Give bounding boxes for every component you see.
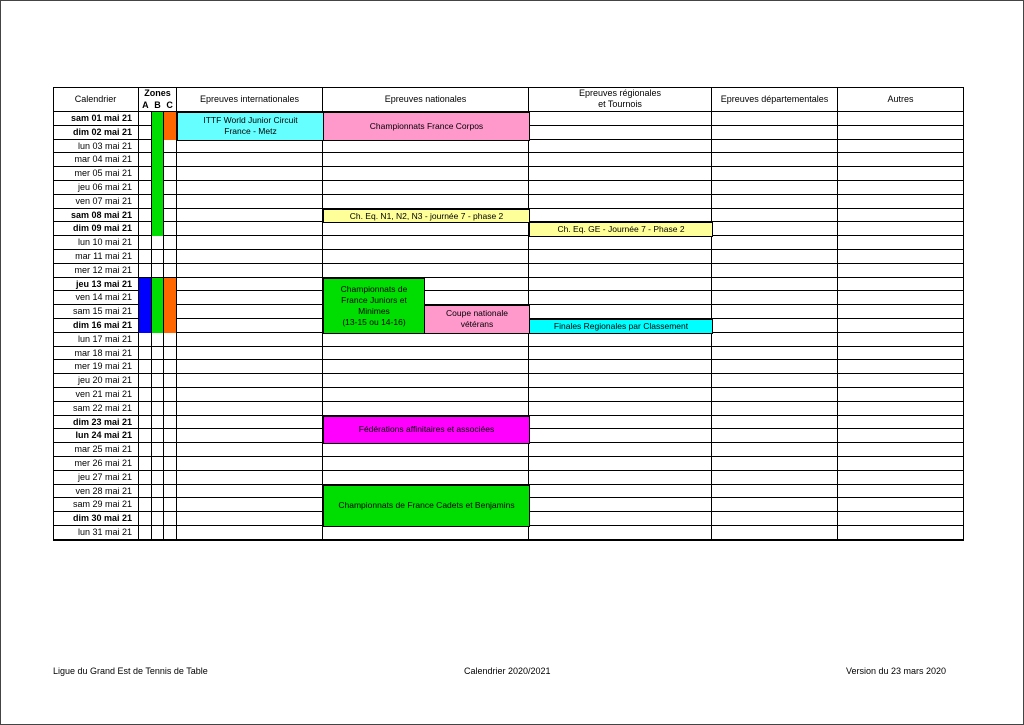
grid-cell-regionales — [529, 181, 712, 195]
grid-cell-regionales — [529, 512, 712, 526]
zone-a-mark — [139, 278, 152, 333]
grid-cell-internationales — [177, 209, 323, 223]
grid-cell-regionales — [529, 126, 712, 140]
grid-cell-za — [139, 416, 152, 430]
date-cell: mar 18 mai 21 — [53, 347, 139, 361]
grid-cell-internationales — [177, 388, 323, 402]
grid-cell-za — [139, 333, 152, 347]
ittf-event: ITTF World Junior Circuit France - Metz — [177, 112, 324, 141]
grid-cell-internationales — [177, 222, 323, 236]
grid-cell-regionales — [529, 140, 712, 154]
date-cell: mar 11 mai 21 — [53, 250, 139, 264]
grid-cell-autres — [838, 402, 964, 416]
grid-cell-nationales — [323, 167, 529, 181]
grid-cell-za — [139, 402, 152, 416]
grid-cell-regionales — [529, 153, 712, 167]
grid-cell-zb — [152, 498, 164, 512]
grid-cell-zb — [152, 264, 164, 278]
date-cell: lun 31 mai 21 — [53, 526, 139, 540]
date-cell: sam 01 mai 21 — [53, 112, 139, 126]
grid-cell-zc — [164, 167, 177, 181]
grid-cell-nationales — [323, 140, 529, 154]
grid-cell-departementales — [712, 291, 838, 305]
grid-cell-departementales — [712, 485, 838, 499]
footer-right: Version du 23 mars 2020 — [846, 666, 947, 676]
header-zone-b: B — [154, 100, 161, 110]
grid-cell-internationales — [177, 512, 323, 526]
date-cell: jeu 13 mai 21 — [53, 278, 139, 292]
grid-cell-zb — [152, 236, 164, 250]
grid-cell-departementales — [712, 402, 838, 416]
date-cell: dim 30 mai 21 — [53, 512, 139, 526]
grid-cell-autres — [838, 443, 964, 457]
grid-cell-za — [139, 471, 152, 485]
grid-cell-zc — [164, 485, 177, 499]
grid-cell-internationales — [177, 402, 323, 416]
grid-cell-internationales — [177, 319, 323, 333]
grid-cell-za — [139, 360, 152, 374]
grid-cell-autres — [838, 112, 964, 126]
grid-cell-autres — [838, 167, 964, 181]
grid-cell-regionales — [529, 264, 712, 278]
grid-cell-departementales — [712, 140, 838, 154]
grid-cell-zc — [164, 264, 177, 278]
date-cell: lun 10 mai 21 — [53, 236, 139, 250]
footer-left: Ligue du Grand Est de Tennis de Table — [53, 666, 208, 676]
header-autres: Autres — [838, 87, 964, 112]
grid-cell-nationales — [323, 333, 529, 347]
grid-cell-za — [139, 498, 152, 512]
grid-cell-internationales — [177, 443, 323, 457]
date-cell: lun 17 mai 21 — [53, 333, 139, 347]
zone-b-mark — [152, 112, 164, 236]
grid-cell-za — [139, 167, 152, 181]
grid-cell-internationales — [177, 195, 323, 209]
grid-cell-departementales — [712, 347, 838, 361]
zone-c-mark — [164, 278, 177, 333]
grid-cell-autres — [838, 388, 964, 402]
grid-cell-nationales — [323, 250, 529, 264]
grid-cell-autres — [838, 236, 964, 250]
grid-cell-nationales — [323, 236, 529, 250]
grid-cell-internationales — [177, 181, 323, 195]
grid-cell-autres — [838, 195, 964, 209]
grid-cell-internationales — [177, 457, 323, 471]
grid-cell-nationales — [323, 402, 529, 416]
grid-cell-za — [139, 457, 152, 471]
grid-cell-zb — [152, 360, 164, 374]
grid-cell-regionales — [529, 485, 712, 499]
grid-cell-zc — [164, 222, 177, 236]
grid-cell-autres — [838, 140, 964, 154]
grid-cell-internationales — [177, 485, 323, 499]
grid-cell-autres — [838, 360, 964, 374]
grid-cell-nationales — [323, 181, 529, 195]
date-cell: mer 12 mai 21 — [53, 264, 139, 278]
grid-cell-autres — [838, 209, 964, 223]
grid-cell-nationales — [323, 264, 529, 278]
grid-cell-zb — [152, 471, 164, 485]
header-regionales: Epreuves régionales et Tournois — [529, 87, 712, 112]
grid-cell-zc — [164, 140, 177, 154]
grid-cell-zc — [164, 416, 177, 430]
grid-cell-departementales — [712, 374, 838, 388]
grid-cell-za — [139, 250, 152, 264]
date-cell: sam 15 mai 21 — [53, 305, 139, 319]
grid-cell-nationales — [323, 526, 529, 540]
header-zones-label: Zones — [144, 88, 171, 98]
grid-cell-departementales — [712, 512, 838, 526]
grid-cell-zb — [152, 416, 164, 430]
grid-cell-zc — [164, 333, 177, 347]
grid-cell-regionales — [529, 167, 712, 181]
grid-cell-departementales — [712, 167, 838, 181]
grid-cell-za — [139, 388, 152, 402]
date-cell: lun 24 mai 21 — [53, 429, 139, 443]
grid-cell-regionales — [529, 374, 712, 388]
grid-cell-regionales — [529, 457, 712, 471]
grid-cell-zc — [164, 153, 177, 167]
grid-cell-autres — [838, 347, 964, 361]
grid-cell-internationales — [177, 471, 323, 485]
grid-cell-zc — [164, 360, 177, 374]
grid-cell-internationales — [177, 498, 323, 512]
grid-cell-regionales — [529, 526, 712, 540]
grid-cell-departementales — [712, 264, 838, 278]
grid-cell-zb — [152, 250, 164, 264]
grid-cell-za — [139, 443, 152, 457]
grid-cell-internationales — [177, 347, 323, 361]
grid-cell-za — [139, 485, 152, 499]
grid-cell-departementales — [712, 195, 838, 209]
header-calendrier: Calendrier — [53, 87, 139, 112]
ch-eq-n-event: Ch. Eq. N1, N2, N3 - journée 7 - phase 2 — [323, 209, 530, 224]
grid-cell-zc — [164, 374, 177, 388]
grid-cell-zc — [164, 347, 177, 361]
grid-cell-zc — [164, 236, 177, 250]
grid-cell-autres — [838, 512, 964, 526]
grid-cell-autres — [838, 457, 964, 471]
header-nationales: Epreuves nationales — [323, 87, 529, 112]
grid-cell-zc — [164, 402, 177, 416]
grid-cell-za — [139, 526, 152, 540]
header-zone-c: C — [166, 100, 173, 110]
veterans-event: Coupe nationale vétérans — [424, 305, 530, 334]
grid-cell-autres — [838, 333, 964, 347]
grid-cell-zb — [152, 485, 164, 499]
grid-cell-zb — [152, 333, 164, 347]
grid-cell-departementales — [712, 498, 838, 512]
grid-cell-departementales — [712, 181, 838, 195]
grid-cell-regionales — [529, 195, 712, 209]
grid-cell-departementales — [712, 236, 838, 250]
grid-cell-za — [139, 112, 152, 126]
finales-regionales-event: Finales Regionales par Classement — [529, 319, 713, 334]
grid-cell-internationales — [177, 236, 323, 250]
grid-cell-internationales — [177, 305, 323, 319]
date-cell: sam 08 mai 21 — [53, 209, 139, 223]
grid-cell-za — [139, 236, 152, 250]
date-cell: jeu 27 mai 21 — [53, 471, 139, 485]
grid-cell-internationales — [177, 291, 323, 305]
date-cell: dim 16 mai 21 — [53, 319, 139, 333]
grid-cell-zb — [152, 388, 164, 402]
date-cell: ven 07 mai 21 — [53, 195, 139, 209]
grid-cell-regionales — [529, 236, 712, 250]
grid-cell-autres — [838, 250, 964, 264]
date-cell: mer 19 mai 21 — [53, 360, 139, 374]
grid-cell-zb — [152, 443, 164, 457]
grid-cell-za — [139, 140, 152, 154]
grid-cell-zc — [164, 195, 177, 209]
grid-cell-departementales — [712, 126, 838, 140]
grid-cell-departementales — [712, 471, 838, 485]
date-cell: jeu 06 mai 21 — [53, 181, 139, 195]
grid-cell-zc — [164, 512, 177, 526]
grid-cell-zc — [164, 498, 177, 512]
grid-cell-departementales — [712, 416, 838, 430]
corpos-event: Championnats France Corpos — [323, 112, 530, 141]
header-zone-a: A — [142, 100, 149, 110]
grid-cell-zc — [164, 471, 177, 485]
grid-cell-internationales — [177, 167, 323, 181]
grid-cell-departementales — [712, 360, 838, 374]
grid-cell-departementales — [712, 305, 838, 319]
grid-cell-regionales — [529, 278, 712, 292]
grid-cell-departementales — [712, 443, 838, 457]
grid-cell-autres — [838, 291, 964, 305]
date-cell: ven 14 mai 21 — [53, 291, 139, 305]
date-cell: mar 25 mai 21 — [53, 443, 139, 457]
grid-cell-departementales — [712, 112, 838, 126]
grid-cell-internationales — [177, 250, 323, 264]
grid-cell-internationales — [177, 360, 323, 374]
date-cell: mar 04 mai 21 — [53, 153, 139, 167]
grid-cell-departementales — [712, 388, 838, 402]
grid-cell-za — [139, 195, 152, 209]
grid-cell-zb — [152, 429, 164, 443]
ch-eq-ge-event: Ch. Eq. GE - Journée 7 - Phase 2 — [529, 222, 713, 237]
calendar-table — [53, 87, 964, 541]
grid-cell-zb — [152, 526, 164, 540]
grid-cell-internationales — [177, 526, 323, 540]
juniors-minimes-event: Championnats de France Juniors et Minimes (13-15 ou 14-16) — [323, 278, 425, 334]
grid-cell-nationales — [323, 153, 529, 167]
grid-cell-zb — [152, 347, 164, 361]
grid-cell-internationales — [177, 416, 323, 430]
grid-cell-zb — [152, 512, 164, 526]
grid-cell-regionales — [529, 305, 712, 319]
date-cell: jeu 20 mai 21 — [53, 374, 139, 388]
grid-cell-nationales — [323, 471, 529, 485]
header-departementales: Epreuves départementales — [712, 87, 838, 112]
grid-cell-zb — [152, 457, 164, 471]
date-cell: ven 21 mai 21 — [53, 388, 139, 402]
grid-cell-regionales — [529, 209, 712, 223]
grid-cell-nationales — [323, 195, 529, 209]
grid-cell-za — [139, 264, 152, 278]
date-cell: dim 23 mai 21 — [53, 416, 139, 430]
date-cell: sam 29 mai 21 — [53, 498, 139, 512]
grid-cell-departementales — [712, 457, 838, 471]
grid-cell-autres — [838, 374, 964, 388]
header-internationales: Epreuves internationales — [177, 87, 323, 112]
grid-cell-nationales — [323, 457, 529, 471]
grid-cell-regionales — [529, 416, 712, 430]
zone-b-mark — [152, 278, 164, 333]
grid-cell-za — [139, 347, 152, 361]
grid-cell-departementales — [712, 250, 838, 264]
grid-cell-regionales — [529, 347, 712, 361]
grid-cell-regionales — [529, 498, 712, 512]
grid-cell-autres — [838, 126, 964, 140]
grid-cell-autres — [838, 264, 964, 278]
grid-cell-regionales — [529, 388, 712, 402]
grid-cell-nationales — [323, 388, 529, 402]
zone-c-mark — [164, 112, 177, 140]
grid-cell-regionales — [529, 112, 712, 126]
grid-cell-internationales — [177, 153, 323, 167]
grid-cell-za — [139, 126, 152, 140]
grid-cell-nationales — [323, 222, 529, 236]
grid-cell-zc — [164, 209, 177, 223]
grid-cell-departementales — [712, 153, 838, 167]
grid-cell-nationales — [323, 360, 529, 374]
grid-cell-internationales — [177, 429, 323, 443]
grid-cell-nationales — [323, 374, 529, 388]
grid-cell-za — [139, 429, 152, 443]
grid-cell-zb — [152, 402, 164, 416]
grid-cell-internationales — [177, 264, 323, 278]
grid-cell-autres — [838, 485, 964, 499]
grid-cell-regionales — [529, 402, 712, 416]
grid-cell-departementales — [712, 319, 838, 333]
footer-center: Calendrier 2020/2021 — [464, 666, 551, 676]
grid-cell-autres — [838, 278, 964, 292]
grid-cell-autres — [838, 526, 964, 540]
grid-cell-za — [139, 209, 152, 223]
grid-cell-zb — [152, 374, 164, 388]
date-cell: mer 05 mai 21 — [53, 167, 139, 181]
grid-cell-nationales — [323, 443, 529, 457]
grid-cell-regionales — [529, 429, 712, 443]
grid-cell-regionales — [529, 471, 712, 485]
grid-cell-autres — [838, 471, 964, 485]
grid-cell-internationales — [177, 333, 323, 347]
grid-cell-zc — [164, 526, 177, 540]
grid-cell-autres — [838, 305, 964, 319]
grid-cell-zc — [164, 443, 177, 457]
grid-cell-autres — [838, 181, 964, 195]
grid-cell-regionales — [529, 291, 712, 305]
grid-cell-departementales — [712, 209, 838, 223]
grid-cell-autres — [838, 153, 964, 167]
grid-cell-regionales — [529, 250, 712, 264]
grid-cell-autres — [838, 319, 964, 333]
grid-cell-za — [139, 374, 152, 388]
grid-cell-zc — [164, 457, 177, 471]
grid-cell-departementales — [712, 278, 838, 292]
grid-cell-departementales — [712, 333, 838, 347]
date-cell: dim 09 mai 21 — [53, 222, 139, 236]
date-cell: mer 26 mai 21 — [53, 457, 139, 471]
grid-cell-nationales — [323, 347, 529, 361]
cadets-benjamins-event: Championnats de France Cadets et Benjamins — [323, 485, 530, 527]
date-cell: sam 22 mai 21 — [53, 402, 139, 416]
grid-cell-zc — [164, 388, 177, 402]
grid-cell-departementales — [712, 222, 838, 236]
grid-cell-zc — [164, 250, 177, 264]
date-cell: ven 28 mai 21 — [53, 485, 139, 499]
grid-cell-zc — [164, 429, 177, 443]
header-zones — [139, 87, 177, 112]
date-cell: dim 02 mai 21 — [53, 126, 139, 140]
grid-cell-autres — [838, 498, 964, 512]
grid-cell-internationales — [177, 140, 323, 154]
grid-cell-za — [139, 222, 152, 236]
grid-cell-autres — [838, 416, 964, 430]
date-cell: lun 03 mai 21 — [53, 140, 139, 154]
grid-cell-za — [139, 512, 152, 526]
grid-cell-departementales — [712, 429, 838, 443]
grid-cell-za — [139, 153, 152, 167]
grid-cell-autres — [838, 222, 964, 236]
grid-cell-departementales — [712, 526, 838, 540]
grid-cell-internationales — [177, 374, 323, 388]
grid-cell-regionales — [529, 333, 712, 347]
grid-cell-internationales — [177, 278, 323, 292]
federations-event: Fédérations affinitaires et associées — [323, 416, 530, 445]
grid-cell-regionales — [529, 360, 712, 374]
grid-cell-za — [139, 181, 152, 195]
grid-cell-autres — [838, 429, 964, 443]
grid-cell-zc — [164, 181, 177, 195]
grid-cell-regionales — [529, 443, 712, 457]
